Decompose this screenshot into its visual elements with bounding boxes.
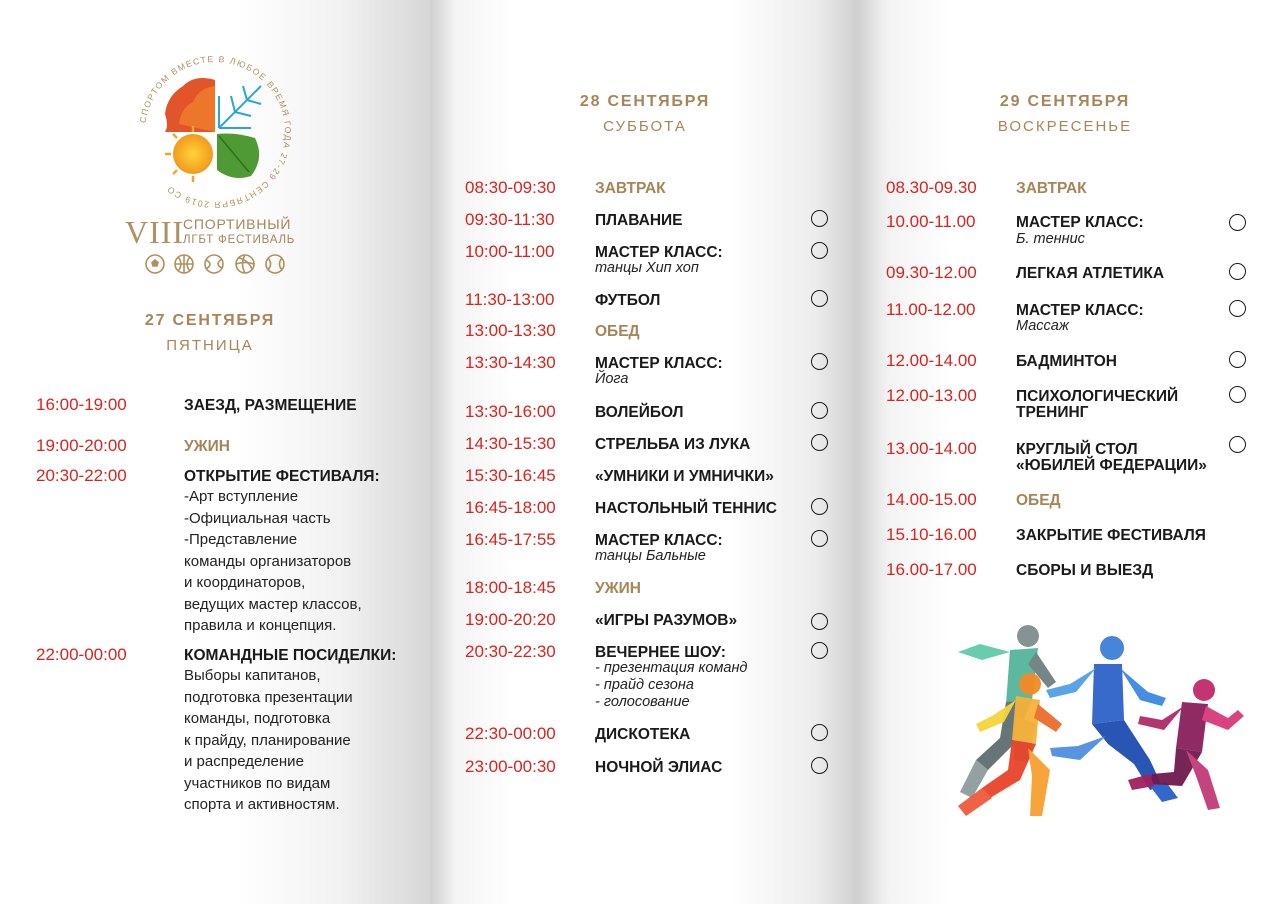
checkbox-circle[interactable]	[1229, 436, 1246, 453]
saturday-header	[540, 93, 750, 135]
description-line: участников по видам	[184, 774, 331, 792]
checkbox-circle[interactable]	[1229, 351, 1246, 368]
checkbox-circle[interactable]	[811, 210, 828, 227]
checkbox-circle[interactable]	[811, 498, 828, 515]
description-line: спорта и активностям.	[184, 796, 340, 813]
event-subtitle: - презентация команд	[595, 660, 748, 676]
event-title: МАСТЕР КЛАСС:	[1016, 302, 1144, 319]
event-title: ОБЕД	[1016, 492, 1061, 509]
event-description	[184, 665, 353, 816]
saturday-panel	[430, 0, 858, 904]
event-title: МАСТЕР КЛАСС:	[595, 532, 723, 549]
event-title: МАСТЕР КЛАСС:	[595, 244, 723, 261]
event-time: 08:30-09:30	[465, 178, 556, 197]
volleyball-icon	[236, 255, 254, 273]
friday-header	[105, 312, 315, 354]
checkbox-circle[interactable]	[811, 402, 828, 419]
runners-illustration	[910, 620, 1250, 840]
event-title: ПЛАВАНИЕ	[595, 212, 683, 229]
event-time: 10.00-11.00	[886, 212, 976, 231]
svg-text:СПОРТОМ ВМЕСТЕ В ЛЮБОЕ ВРЕМЯ Г: СПОРТОМ ВМЕСТЕ В ЛЮБОЕ ВРЕМЯ ГОДА 27-29 СЕНТЯБРЯ 2019 СО	[137, 53, 294, 211]
event-time: 23:00-00:30	[465, 757, 556, 776]
checkbox-circle[interactable]	[811, 757, 828, 774]
event-time: 15:30-16:45	[465, 466, 556, 485]
event-time: 14.00-15.00	[886, 490, 977, 509]
checkbox-circle[interactable]	[811, 613, 828, 630]
event-time: 13:00-13:30	[465, 321, 556, 340]
event-time: 13.00-14.00	[886, 439, 977, 458]
event-title: ЗАЕЗД, РАЗМЕЩЕНИЕ	[184, 397, 357, 414]
event-time: 11.00-12.00	[886, 300, 976, 319]
event-time: 22:00-00:00	[36, 645, 127, 664]
baseball-icon	[266, 255, 284, 273]
event-title-line2: «ЮБИЛЕЙ ФЕДЕРАЦИИ»	[1016, 457, 1207, 474]
event-title: КРУГЛЫЙ СТОЛ	[1016, 441, 1138, 458]
festival-emblem	[135, 52, 295, 212]
checkbox-circle[interactable]	[811, 290, 828, 307]
event-subtitle: Массаж	[1016, 318, 1069, 334]
event-subtitle: Б. теннис	[1016, 231, 1085, 247]
sunday-date: 29 СЕНТЯБРЯ	[999, 93, 1131, 110]
event-title: МАСТЕР КЛАСС:	[1016, 214, 1144, 231]
description-line: -Официальная часть	[184, 509, 331, 527]
event-time: 09:30-11:30	[465, 210, 555, 229]
logo-numeral: VIII	[125, 214, 185, 250]
event-description	[184, 486, 362, 637]
event-time: 16:45-17:55	[465, 530, 556, 549]
event-title: УЖИН	[595, 580, 641, 597]
event-title: УЖИН	[184, 438, 230, 455]
event-title: ЗАВТРАК	[595, 180, 666, 197]
event-time: 12.00-13.00	[886, 386, 977, 405]
sunday-weekday: ВОСКРЕСЕНЬЕ	[997, 118, 1133, 135]
checkbox-circle[interactable]	[811, 434, 828, 451]
event-title: ФУТБОЛ	[595, 292, 661, 309]
event-title: БАДМИНТОН	[1016, 353, 1117, 370]
soccer-ball-icon	[146, 255, 164, 273]
description-line: ведущих мастер классов,	[184, 595, 362, 613]
description-line: подготовка презентации	[184, 688, 353, 706]
event-time: 08.30-09.30	[886, 178, 977, 197]
sport-balls-icons	[144, 252, 286, 276]
checkbox-circle[interactable]	[1229, 263, 1246, 280]
checkbox-circle[interactable]	[811, 530, 828, 547]
event-time: 15.10-16.00	[886, 525, 977, 544]
event-time: 16.00-17.00	[886, 560, 977, 579]
event-title: ВЕЧЕРНЕЕ ШОУ:	[595, 644, 726, 661]
sunday-panel	[858, 0, 1280, 904]
checkbox-circle[interactable]	[811, 724, 828, 741]
basketball-icon	[175, 255, 193, 273]
event-title: «ИГРЫ РАЗУМОВ»	[595, 612, 738, 629]
event-title: ВОЛЕЙБОЛ	[595, 404, 684, 421]
saturday-weekday: СУББОТА	[603, 118, 687, 135]
saturday-date: 28 СЕНТЯБРЯ	[579, 93, 711, 110]
event-time: 20:30-22:30	[465, 642, 556, 661]
friday-date: 27 СЕНТЯБРЯ	[144, 312, 276, 329]
friday-panel	[0, 0, 430, 904]
event-time: 14:30-15:30	[465, 434, 556, 453]
event-title: МАСТЕР КЛАСС:	[595, 355, 723, 372]
event-subtitle: Йога	[595, 371, 629, 387]
event-title: ЗАКРЫТИЕ ФЕСТИВАЛЯ	[1016, 527, 1206, 544]
event-time: 20:30-22:00	[36, 466, 127, 485]
tennis-ball-icon	[205, 255, 223, 273]
event-title: НАСТОЛЬНЫЙ ТЕННИС	[595, 500, 777, 517]
event-subtitle: танцы Бальные	[595, 548, 706, 564]
description-line: и координаторов,	[184, 574, 306, 591]
event-time: 09.30-12.00	[886, 263, 977, 282]
event-title: СБОРЫ И ВЫЕЗД	[1016, 562, 1154, 579]
event-title: ОТКРЫТИЕ ФЕСТИВАЛЯ:	[184, 468, 380, 485]
event-title: ДИСКОТЕКА	[595, 726, 691, 743]
event-time: 16:45-18:00	[465, 498, 556, 517]
event-time: 19:00-20:20	[465, 610, 556, 629]
checkbox-circle[interactable]	[1229, 214, 1246, 231]
checkbox-circle[interactable]	[811, 242, 828, 259]
description-line: команды организаторов	[184, 552, 352, 570]
description-line: Выборы капитанов,	[184, 667, 321, 684]
description-line: -Представление	[184, 531, 298, 548]
event-time: 16:00-19:00	[36, 395, 127, 414]
checkbox-circle[interactable]	[811, 353, 828, 370]
sunday-header	[960, 93, 1170, 135]
description-line: и распределение	[184, 753, 304, 770]
event-title: ЛЕГКАЯ АТЛЕТИКА	[1016, 265, 1165, 282]
event-time: 18:00-18:45	[465, 578, 556, 597]
description-line: -Арт вступление	[184, 488, 299, 505]
event-title: НОЧНОЙ ЭЛИАС	[595, 759, 723, 776]
checkbox-circle[interactable]	[811, 642, 828, 659]
checkbox-circle[interactable]	[1229, 300, 1246, 317]
event-time: 11:30-13:00	[465, 290, 555, 309]
event-title: «УМНИКИ И УМНИЧКИ»	[595, 468, 774, 485]
event-time: 13:30-14:30	[465, 353, 556, 372]
event-title: КОМАНДНЫЕ ПОСИДЕЛКИ:	[184, 647, 397, 664]
event-subtitle: - прайд сезона	[595, 677, 694, 693]
event-title: ЗАВТРАК	[1016, 180, 1087, 197]
event-title: ОБЕД	[595, 323, 640, 340]
event-title-line2: ТРЕНИНГ	[1016, 404, 1089, 421]
event-subtitle: - голосование	[595, 694, 690, 710]
event-title: СТРЕЛЬБА ИЗ ЛУКА	[595, 436, 751, 453]
logo-title-line2: ЛГБТ ФЕСТИВАЛЬ	[183, 234, 296, 246]
checkbox-circle[interactable]	[1229, 386, 1246, 403]
event-time: 13:30-16:00	[465, 402, 556, 421]
event-time: 10:00-11:00	[465, 242, 555, 261]
event-subtitle: танцы Хип хоп	[595, 260, 699, 276]
logo-title-line1: СПОРТИВНЫЙ	[183, 216, 292, 232]
event-title: ПСИХОЛОГИЧЕСКИЙ	[1016, 388, 1179, 405]
description-line: к прайду, планирование	[184, 731, 351, 749]
description-line: команды, подготовка	[184, 710, 331, 727]
description-line: правила и концепция.	[184, 617, 337, 634]
friday-weekday: ПЯТНИЦА	[166, 337, 254, 354]
event-time: 12.00-14.00	[886, 351, 977, 370]
event-time: 22:30-00:00	[465, 724, 556, 743]
event-time: 19:00-20:00	[36, 436, 127, 455]
